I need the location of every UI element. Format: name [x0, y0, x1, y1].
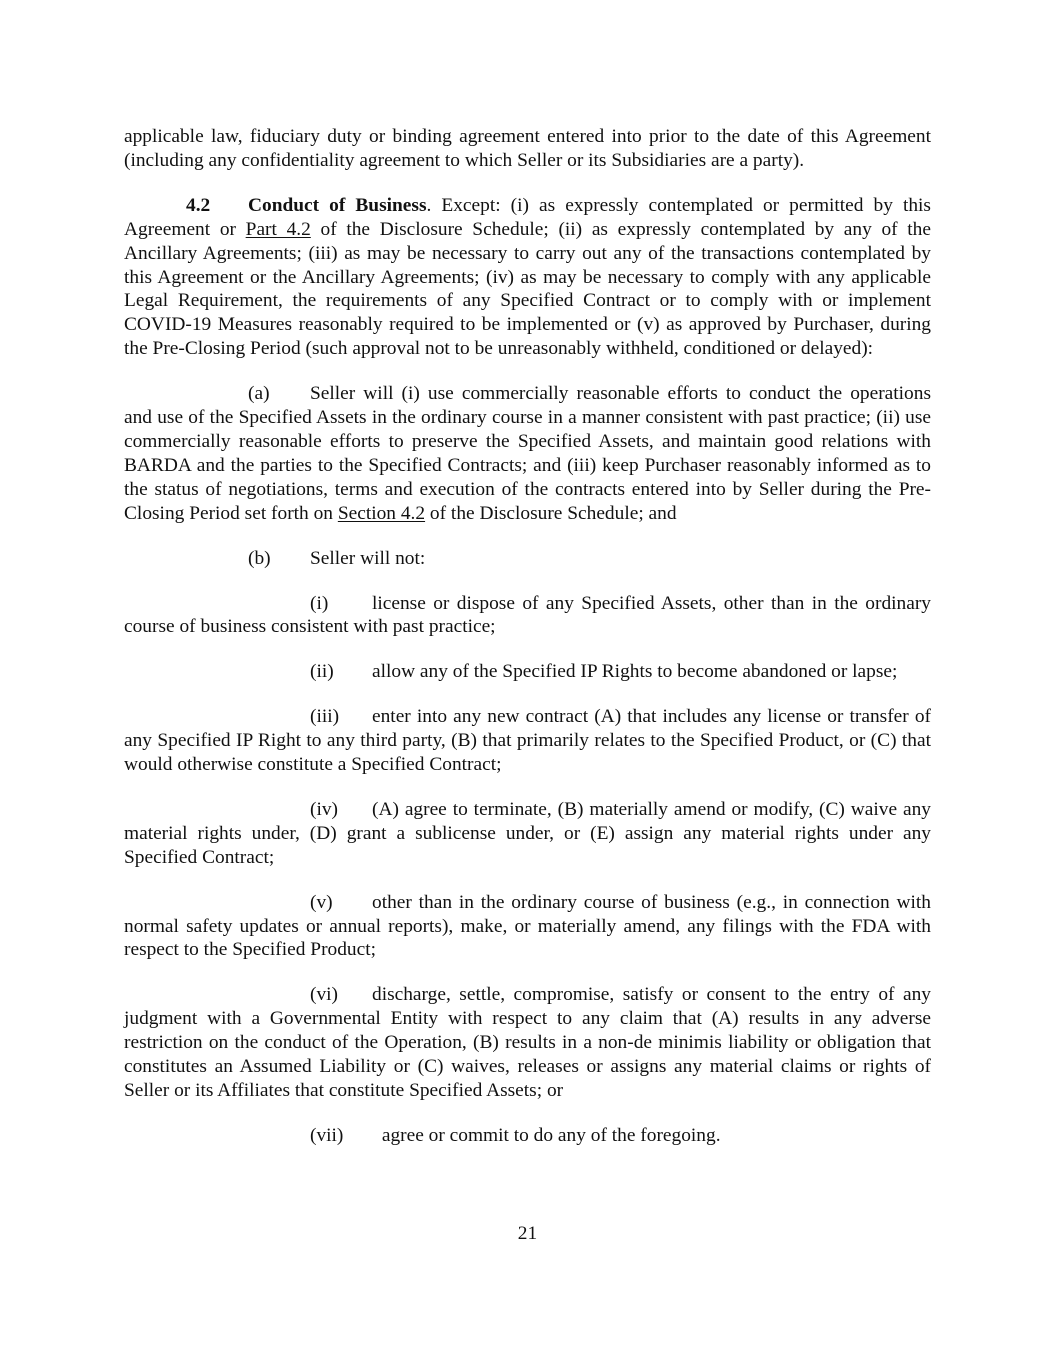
subclause-text: license or dispose of any Specified Assets, other than in the ordinary course of business consistent with past practice; [124, 592, 931, 638]
subclause-label: (i) [310, 592, 329, 614]
subclause-label: (vii) [310, 1124, 344, 1146]
subclause-vii [124, 1124, 931, 1148]
subclause-text: enter into any new contract (A) that includes any license or transfer of any Specified IP Right to any third party, (B) that primarily relates to the Specified Product, or (C) that would otherwise constitute a Specified Contract; [124, 706, 931, 776]
clause-b-text: Seller will not: [310, 547, 426, 569]
subclause-text: agree or commit to do any of the foregoing. [377, 1124, 721, 1146]
clause-a-text: Seller will (i) use commercially reasonable efforts to conduct the operations and use of the Specified Assets in the ordinary course in a manner consistent with past practice; (ii) use commercially reasonable efforts to preserve the Specified Assets, and maintain good relations with BARDA and the parties to the Specified Contracts; and (iii) keep Purchaser reasonably informed as to the status of negotiations, terms and execution of the contracts entered into by Seller during the Pre-Closing Period set forth on [124, 383, 931, 524]
subclause-text: allow any of the Specified IP Rights to become abandoned or lapse; [372, 661, 898, 683]
subclause-label: (ii) [310, 661, 334, 683]
subclause-text: (A) agree to terminate, (B) materially amend or modify, (C) waive any material rights under, (D) grant a sublicense under, or (E) assign any material rights under any Specified Contract; [124, 798, 931, 868]
subclause-label: (vi) [310, 984, 338, 1006]
subclause-text: other than in the ordinary course of business (e.g., in connection with normal safety updates or annual reports), make, or materially amend, any filings with the FDA with respect to the Specified Product; [124, 891, 931, 961]
section-4-2-paragraph [124, 194, 931, 361]
clause-a-text-cont: of the Disclosure Schedule; and [425, 502, 677, 524]
part-4-2-link[interactable]: Part 4.2 [245, 218, 311, 240]
section-4-2-link[interactable]: Section 4.2 [337, 502, 426, 524]
document-page [124, 125, 931, 1169]
subclause-ii [124, 660, 931, 684]
section-intro-text-cont: of the Disclosure Schedule; (ii) as expressly contemplated by any of the Ancillary Agreements; (iii) as may be necessary to carry out any of the transactions contemplated by this Agreement or the Ancillary Agreements; (iv) as may be necessary to comply with any applicable Legal Requirement, the requirements of any Specified Contract or to comply with or implement COVID-19 Measures reasonably required to be implemented or (v) as approved by Purchaser, during the Pre-Closing Period (such approval not to be unreasonably withheld, conditioned or delayed): [124, 218, 931, 360]
page-number: 21 [517, 1223, 538, 1244]
subclause-i [124, 592, 931, 640]
clause-b-paragraph [124, 547, 931, 571]
clause-label: (b) [248, 547, 271, 569]
subclause-label: (iii) [310, 706, 340, 728]
subclause-iv [124, 798, 931, 870]
carryover-paragraph: applicable law, fiduciary duty or binding agreement entered into prior to the date of this Agreement (including any confidentiality agreement to which Seller or its Subsidiaries are a party). [124, 126, 931, 171]
subclause-iii [124, 705, 931, 777]
subclause-text: discharge, settle, compromise, satisfy or consent to the entry of any judgment with a Governmental Entity with respect to any claim that (A) results in any adverse restriction on the conduct of the Operation, (B) results in a non-de minimis liability or obligation that constitutes an Assumed Liability or (C) waives, releases or assigns any material claims or rights of Seller or its Affiliates that constitute Specified Assets; or [124, 984, 931, 1101]
subclause-vi [124, 983, 931, 1103]
subclause-label: (v) [310, 891, 333, 913]
clause-a-paragraph [124, 382, 931, 525]
section-intro-text: . Except: (i) as expressly contemplated or permitted by this Agreement or [124, 194, 931, 240]
subclause-v [124, 891, 931, 963]
section-title: Conduct of Business [248, 194, 427, 216]
section-number: 4.2 [186, 194, 211, 216]
subclause-label: (iv) [310, 798, 338, 820]
clause-label: (a) [248, 383, 270, 405]
